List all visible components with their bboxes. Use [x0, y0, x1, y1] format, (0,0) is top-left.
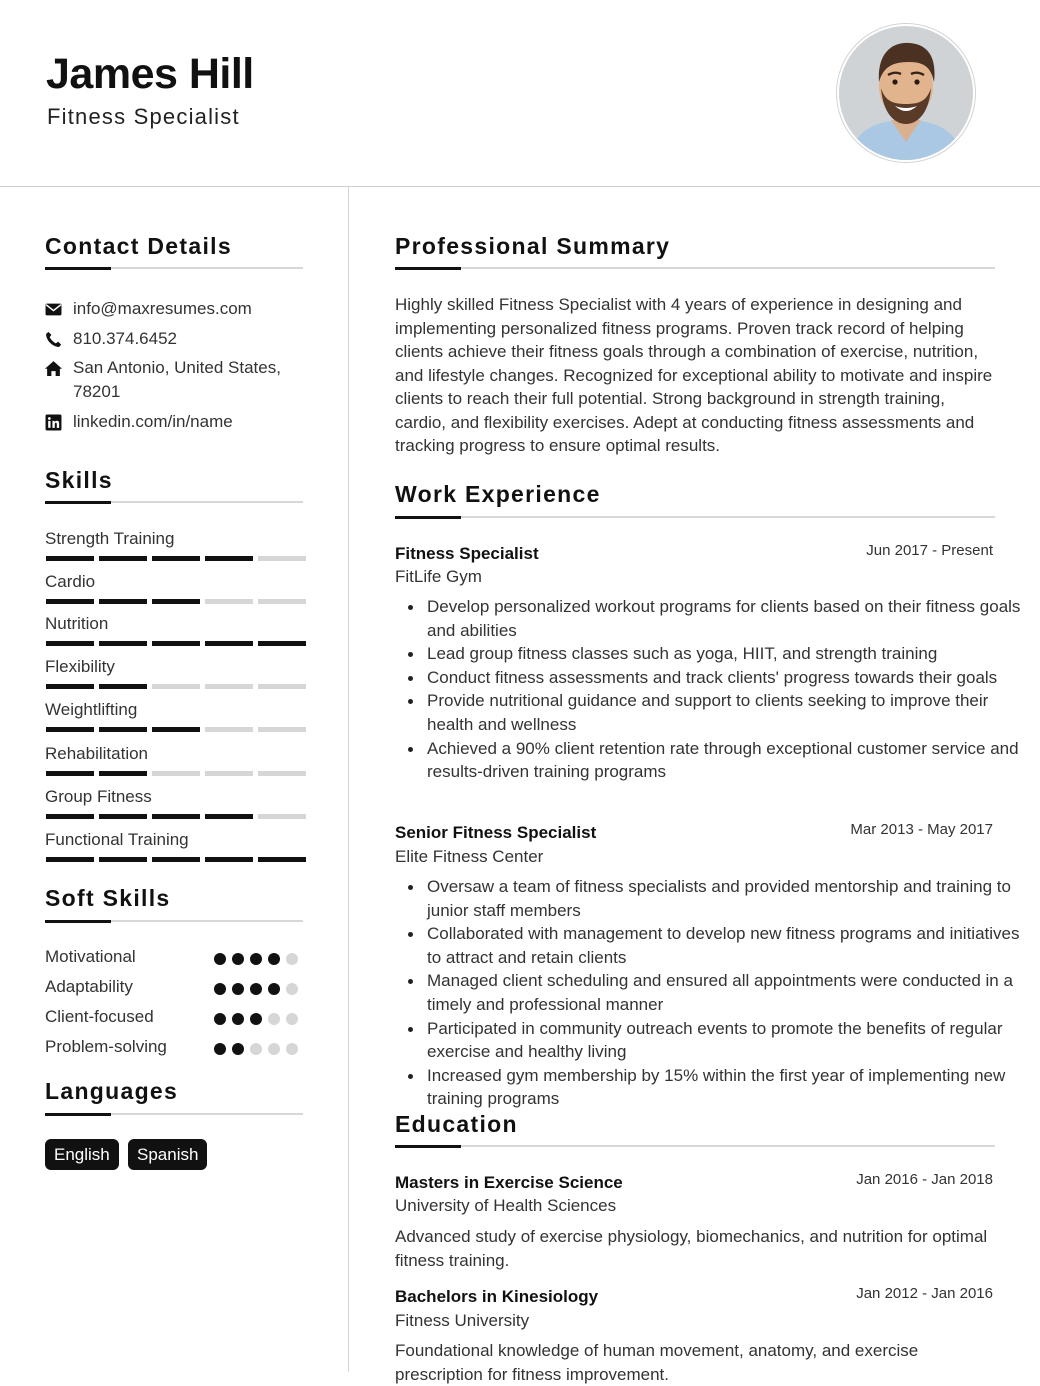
candidate-title: Fitness Specialist [47, 104, 240, 129]
skill-bar-filled [205, 857, 253, 862]
skill-bar-filled [205, 814, 253, 819]
soft-skill-label: Motivational [45, 947, 136, 966]
soft-skills-heading: Soft Skills [45, 885, 171, 911]
skill-bar-filled [152, 814, 200, 819]
rating-dot-filled [232, 983, 244, 995]
education-dates: Jan 2016 - Jan 2018 [856, 1171, 993, 1188]
job-company: Elite Fitness Center [395, 847, 544, 866]
job-bullet: Lead group fitness classes such as yoga, HIIT, and strength training [427, 642, 1032, 666]
skill-bar-empty [205, 727, 253, 732]
skill-bar-filled [152, 641, 200, 646]
skill-label: Group Fitness [45, 787, 152, 806]
skill-level-bar [46, 727, 306, 732]
rating-dot-empty [286, 1013, 298, 1025]
skill-item [45, 614, 305, 634]
skill-bar-filled [99, 556, 147, 561]
skill-bar-filled [46, 599, 94, 604]
skill-bar-filled [152, 556, 200, 561]
soft-skill-rating [214, 983, 298, 995]
job-bullet: Achieved a 90% client retention rate through exceptional customer service and results-driven training programs [427, 737, 1032, 784]
skill-bar-filled [205, 556, 253, 561]
skill-bar-filled [99, 727, 147, 732]
rating-dot-empty [286, 1043, 298, 1055]
phone-text: 810.374.6452 [73, 329, 177, 348]
rating-dot-filled [232, 953, 244, 965]
skills-heading-rule [45, 501, 303, 503]
rating-dot-filled [214, 983, 226, 995]
education-heading-rule [395, 1145, 995, 1147]
job-company: FitLife Gym [395, 567, 482, 586]
language-badge: English [45, 1139, 119, 1170]
skill-bar-filled [46, 727, 94, 732]
job-bullet: Develop personalized workout programs for clients based on their fitness goals and abilities [427, 595, 1032, 642]
education-dates: Jan 2012 - Jan 2016 [856, 1285, 993, 1302]
skill-bar-filled [99, 771, 147, 776]
contact-heading-rule [45, 267, 303, 269]
skill-item [45, 744, 305, 764]
skill-level-bar [46, 599, 306, 604]
job-bullet: Managed client scheduling and ensured all appointments were conducted in a timely and professional manner [427, 969, 1032, 1016]
skill-label: Strength Training [45, 529, 175, 548]
job-bullet: Increased gym membership by 15% within the first year of implementing new training programs [427, 1064, 1032, 1111]
skill-bar-filled [99, 599, 147, 604]
skill-level-bar [46, 684, 306, 689]
skill-bar-filled [205, 641, 253, 646]
rating-dot-filled [232, 1013, 244, 1025]
rating-dot-filled [232, 1043, 244, 1055]
skill-bar-filled [152, 857, 200, 862]
summary-text: Highly skilled Fitness Specialist with 4 years of experience in designing and implementing personalized fitness programs. Proven track record of helping clients achieve their fitness goals through a combination of exercise, nutrition, and lifestyle changes. Recognized for exceptional ability to motivate and inspire clients to reach their full potential. Strong background in strength training, cardio, and flexibility exercises. Adept at conducting fitness assessments and tracking progress to ensure optimal results. [395, 295, 993, 455]
skill-item [45, 830, 305, 850]
email-text: info@maxresumes.com [73, 299, 252, 318]
experience-heading-rule [395, 516, 995, 518]
rating-dot-filled [250, 953, 262, 965]
skill-label: Cardio [45, 572, 96, 591]
rating-dot-empty [250, 1043, 262, 1055]
education-school: University of Health Sciences [395, 1196, 617, 1215]
skill-bar-filled [258, 641, 306, 646]
rating-dot-empty [286, 983, 298, 995]
phone-icon [45, 331, 62, 348]
column-divider [348, 187, 349, 1372]
job-title: Fitness Specialist [395, 544, 539, 563]
skill-level-bar [46, 556, 306, 561]
profile-photo-illustration [839, 26, 973, 160]
job-bullet: Conduct fitness assessments and track clients' progress towards their goals [427, 666, 1032, 690]
education-school: Fitness University [395, 1311, 530, 1330]
skill-level-bar [46, 641, 306, 646]
soft-skill-label: Problem-solving [45, 1037, 167, 1056]
skill-bar-filled [258, 857, 306, 862]
rating-dot-filled [214, 953, 226, 965]
skill-label: Rehabilitation [45, 744, 149, 763]
skill-bar-filled [99, 641, 147, 646]
education-degree: Masters in Exercise Science [395, 1173, 623, 1192]
language-badge: Spanish [128, 1139, 207, 1170]
profile-photo [837, 24, 975, 162]
skill-bar-filled [46, 641, 94, 646]
soft-skill-label: Client-focused [45, 1007, 154, 1026]
skill-bar-empty [258, 599, 306, 604]
education-heading: Education [395, 1111, 518, 1137]
address-text: San Antonio, United States, 78201 [73, 358, 281, 401]
skill-bar-filled [46, 814, 94, 819]
skill-label: Functional Training [45, 830, 189, 849]
skill-bar-filled [46, 684, 94, 689]
contact-heading: Contact Details [45, 233, 232, 259]
rating-dot-filled [214, 1013, 226, 1025]
skill-bar-filled [46, 771, 94, 776]
home-icon [45, 360, 62, 377]
job-dates: Mar 2013 - May 2017 [850, 821, 993, 838]
rating-dot-empty [268, 1013, 280, 1025]
skill-bar-filled [152, 727, 200, 732]
skill-label: Weightlifting [45, 700, 138, 719]
rating-dot-filled [214, 1043, 226, 1055]
skill-bar-filled [152, 599, 200, 604]
skill-item [45, 572, 305, 592]
summary-heading-rule [395, 267, 995, 269]
skill-label: Flexibility [45, 657, 115, 676]
summary-heading: Professional Summary [395, 233, 671, 259]
skill-bar-empty [205, 771, 253, 776]
skill-label: Nutrition [45, 614, 109, 633]
soft-skill-rating [214, 1013, 298, 1025]
education-description: Advanced study of exercise physiology, biomechanics, and nutrition for optimal fitness training. [395, 1227, 988, 1270]
skill-item [45, 529, 305, 549]
soft-skill-item [45, 947, 305, 971]
skill-bar-empty [258, 771, 306, 776]
skill-bar-empty [258, 684, 306, 689]
job-bullets [395, 595, 1032, 784]
rating-dot-empty [286, 953, 298, 965]
experience-heading: Work Experience [395, 481, 601, 507]
rating-dot-empty [268, 1043, 280, 1055]
skill-item [45, 657, 305, 677]
skill-bar-filled [99, 857, 147, 862]
skill-bar-empty [152, 771, 200, 776]
soft-skill-rating [214, 953, 298, 965]
skill-bar-empty [258, 556, 306, 561]
soft-skill-rating [214, 1043, 298, 1055]
skill-bar-empty [152, 684, 200, 689]
job-bullet: Participated in community outreach events to promote the benefits of regular exercise and healthy living [427, 1017, 1032, 1064]
skill-bar-empty [258, 727, 306, 732]
candidate-name: James Hill [46, 50, 254, 98]
languages-heading-rule [45, 1113, 303, 1115]
soft-skill-item [45, 1037, 305, 1061]
soft-skill-label: Adaptability [45, 977, 133, 996]
rating-dot-filled [268, 983, 280, 995]
skill-bar-filled [46, 857, 94, 862]
languages-heading: Languages [45, 1078, 179, 1104]
job-title: Senior Fitness Specialist [395, 823, 597, 842]
skill-item [45, 700, 305, 720]
skill-level-bar [46, 814, 306, 819]
job-bullet: Collaborated with management to develop new fitness programs and initiatives to attract and retain clients [427, 922, 1032, 969]
education-description: Foundational knowledge of human movement, anatomy, and exercise prescription for fitness improvement. [395, 1341, 919, 1384]
skill-level-bar [46, 857, 306, 862]
education-degree: Bachelors in Kinesiology [395, 1287, 599, 1306]
skill-bar-filled [99, 684, 147, 689]
soft-skill-item [45, 977, 305, 1001]
envelope-icon [45, 301, 62, 318]
rating-dot-filled [250, 1013, 262, 1025]
job-dates: Jun 2017 - Present [866, 542, 993, 559]
skill-level-bar [46, 771, 306, 776]
skill-bar-empty [258, 814, 306, 819]
skill-bar-filled [99, 814, 147, 819]
linkedin-text: linkedin.com/in/name [73, 412, 233, 431]
rating-dot-filled [268, 953, 280, 965]
skill-bar-filled [46, 556, 94, 561]
job-bullet: Oversaw a team of fitness specialists and provided mentorship and training to junior staff members [427, 875, 1032, 922]
soft-skill-item [45, 1007, 305, 1031]
linkedin-icon [45, 414, 62, 431]
rating-dot-filled [250, 983, 262, 995]
job-bullets [395, 875, 1032, 1111]
skill-bar-empty [205, 684, 253, 689]
soft-skills-heading-rule [45, 920, 303, 922]
skill-bar-empty [205, 599, 253, 604]
job-bullet: Provide nutritional guidance and support to clients seeking to improve their health and wellness [427, 689, 1032, 736]
skills-heading: Skills [45, 467, 113, 493]
skill-item [45, 787, 305, 807]
resume-header [0, 0, 1040, 187]
